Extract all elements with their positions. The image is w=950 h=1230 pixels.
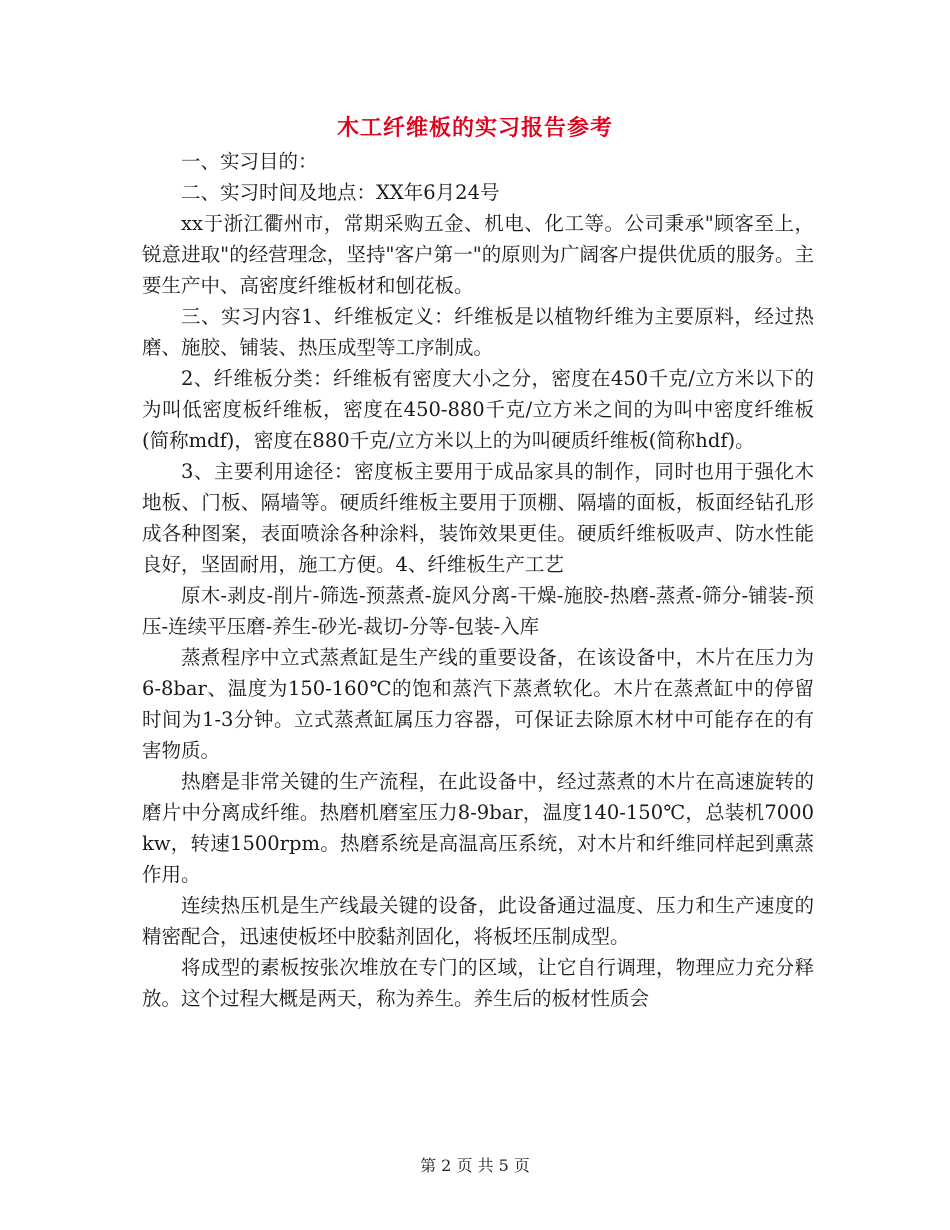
page-number: 第 2 页 共 5 页 (420, 1156, 530, 1175)
paragraph-refining: 热磨是非常关键的生产流程，在此设备中，经过蒸煮的木片在高速旋转的磨片中分离成纤维。热磨机磨室压力8-9bar，温度140-150℃，总装机7000kw，转速1500rpm。热磨系统是高温高压系统，对木片和纤维同样起到熏蒸作用。 (142, 770, 814, 886)
paragraph-classification: 2、纤维板分类：纤维板有密度大小之分，密度在450千克/立方米以下的为叫低密度板纤维板，密度在450-880千克/立方米之间的为叫中密度纤维板(简称mdf)，密度在880千克/立方米以上的为叫硬质纤维板(简称hdf)。 (142, 367, 814, 452)
paragraph-process-flow: 原木-剥皮-削片-筛选-预蒸煮-旋风分离-干燥-施胶-热磨-蒸煮-筛分-铺装-预压-连续平压磨-养生-砂光-裁切-分等-包装-入库 (142, 584, 814, 638)
paragraph-definition: 三、实习内容1、纤维板定义：纤维板是以植物纤维为主要原料，经过热磨、施胶、铺装、热压成型等工序制成。 (142, 305, 814, 359)
paragraph-time-location: 二、实习时间及地点：XX年6月24号 (181, 181, 500, 204)
paragraph-usage: 3、主要利用途径：密度板主要用于成品家具的制作，同时也用于强化木地板、门板、隔墙等。硬质纤维板主要用于顶棚、隔墙的面板，板面经钻孔形成各种图案，表面喷涂各种涂料，装饰效果更佳。硬质纤维板吸声、防水性能良好，坚固耐用，施工方便。4、纤维板生产工艺 (142, 460, 814, 576)
document-title: 木工纤维板的实习报告参考 (336, 115, 613, 141)
paragraph-steaming: 蒸煮程序中立式蒸煮缸是生产线的重要设备，在该设备中，木片在压力为6-8bar、温度为150-160℃的饱和蒸汽下蒸煮软化。木片在蒸煮缸中的停留时间为1-3分钟。立式蒸煮缸属压力容器，可保证去除原木材中可能存在的有害物质。 (142, 646, 814, 762)
paragraph-company: xx于浙江衢州市，常期采购五金、机电、化工等。公司秉承"顾客至上，锐意进取"的经营理念，坚持"客户第一"的原则为广阔客户提供优质的服务。主要生产中、高密度纤维板材和刨花板。 (142, 212, 814, 297)
document-body (142, 146, 814, 1014)
paragraph-purpose: 一、实习目的： (181, 150, 318, 173)
paragraph-hot-press: 连续热压机是生产线最关键的设备，此设备通过温度、压力和生产速度的精密配合，迅速使板坯中胶黏剂固化，将板坯压制成型。 (142, 894, 814, 948)
paragraph-curing: 将成型的素板按张次堆放在专门的区域，让它自行调理，物理应力充分释放。这个过程大概是两天，称为养生。养生后的板材性质会 (142, 956, 814, 1010)
